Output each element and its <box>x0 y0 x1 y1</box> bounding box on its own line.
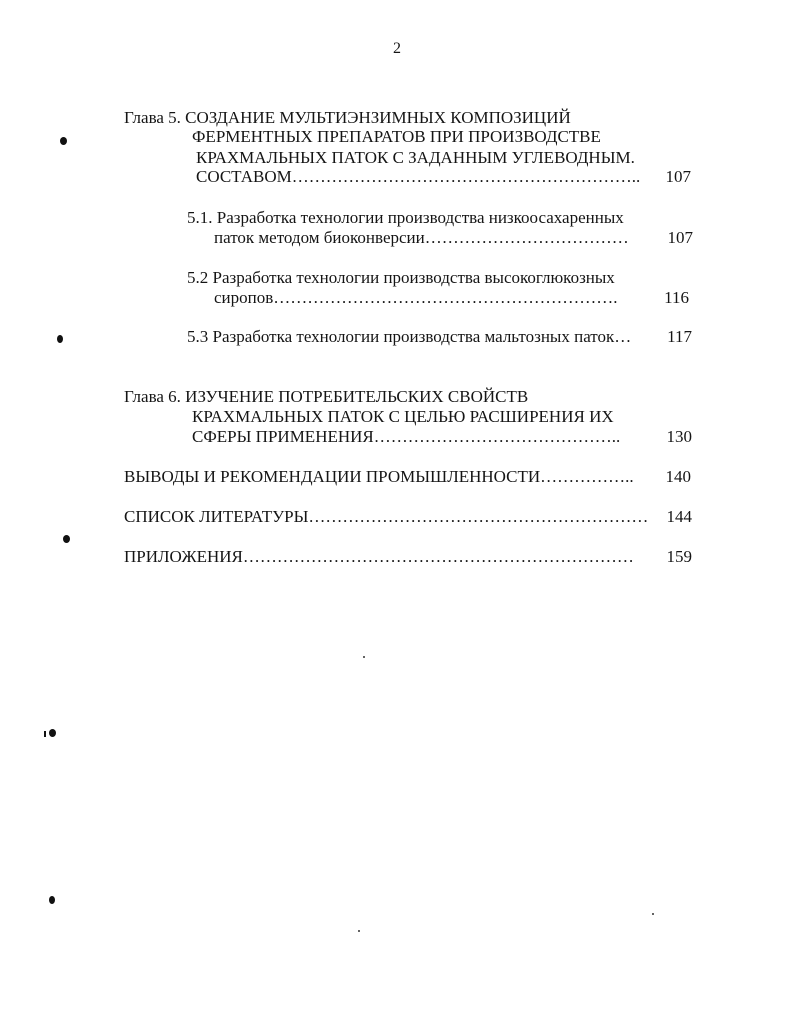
toc-ch6-page: 130 <box>666 427 692 446</box>
toc-conclusions-page: 140 <box>665 467 691 486</box>
scan-speck <box>358 930 360 932</box>
toc-ch6-line1: Глава 6. ИЗУЧЕНИЕ ПОТРЕБИТЕЛЬСКИХ СВОЙСТВ <box>124 387 529 406</box>
toc-appendix-page: 159 <box>666 547 692 566</box>
toc-ch5-line2: ФЕРМЕНТНЫХ ПРЕПАРАТОВ ПРИ ПРОИЗВОДСТВЕ <box>192 127 601 146</box>
scan-mark <box>57 335 63 343</box>
toc-conclusions: ВЫВОДЫ И РЕКОМЕНДАЦИИ ПРОМЫШЛЕННОСТИ…………….. <box>124 467 634 486</box>
scan-speck <box>652 913 654 915</box>
scan-mark <box>44 731 46 737</box>
toc-ch6-line3: СФЕРЫ ПРИМЕНЕНИЯ…………………………………….. <box>192 427 621 446</box>
toc-s52-page: 116 <box>664 288 689 307</box>
toc-ch5-line3: КРАХМАЛЬНЫХ ПАТОК С ЗАДАННЫМ УГЛЕВОДНЫМ. <box>196 148 635 167</box>
toc-s51-page: 107 <box>667 228 693 247</box>
toc-ch6-line2: КРАХМАЛЬНЫХ ПАТОК С ЦЕЛЬЮ РАСШИРЕНИЯ ИХ <box>192 407 614 426</box>
toc-references-page: 144 <box>666 507 692 526</box>
toc-s53-line1: 5.3 Разработка технологии производства мальтозных паток… <box>187 327 632 346</box>
toc-s52-line2: сиропов……………………………………………………. <box>214 288 618 307</box>
toc-ch5-line4: СОСТАВОМ…………………………………………………….. <box>196 167 641 186</box>
scan-speck <box>363 656 365 658</box>
scan-mark <box>60 137 67 145</box>
toc-ch5-page: 107 <box>665 167 691 186</box>
scan-mark <box>49 729 56 737</box>
toc-s51-line2: паток методом биоконверсии……………………………… <box>214 228 629 247</box>
page-number: 2 <box>393 40 401 57</box>
toc-s53-page: 117 <box>667 327 692 346</box>
toc-appendix: ПРИЛОЖЕНИЯ…………………………………………………………… <box>124 547 634 566</box>
toc-ch5-line1: Глава 5. СОЗДАНИЕ МУЛЬТИЭНЗИМНЫХ КОМПОЗИЦИЙ <box>124 108 571 127</box>
toc-s51-line1: 5.1. Разработка технологии производства низкоосахаренных <box>187 208 624 227</box>
toc-s52-line1: 5.2 Разработка технологии производства высокоглюкозных <box>187 268 615 287</box>
scan-mark <box>49 896 55 904</box>
toc-references: СПИСОК ЛИТЕРАТУРЫ…………………………………………………… <box>124 507 649 526</box>
scan-mark <box>63 535 70 543</box>
